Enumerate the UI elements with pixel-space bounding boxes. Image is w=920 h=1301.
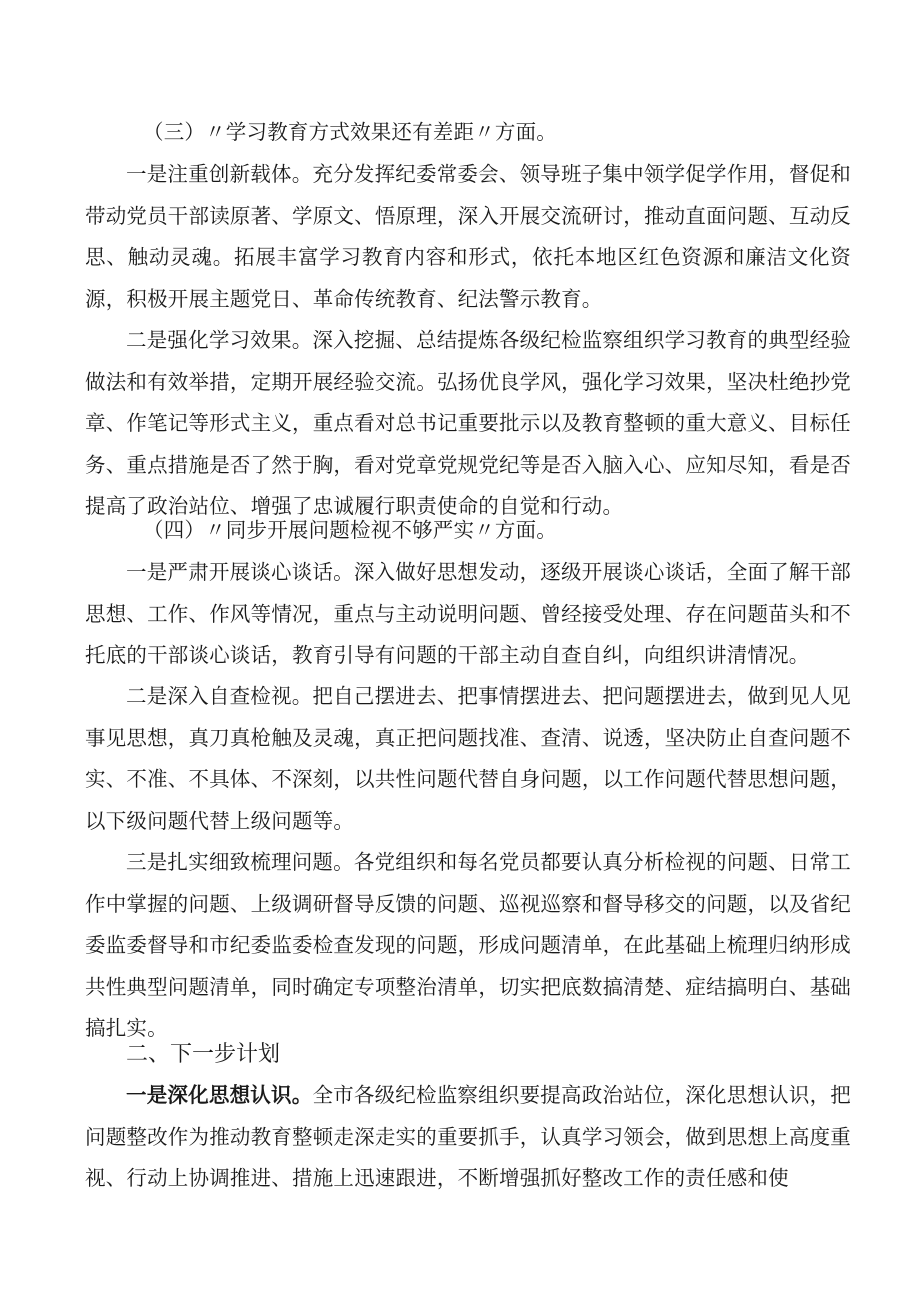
plan-item-1-body: 全市各级纪检监察组织要提高政治站位，深化思想认识，把问题整改作为推动教育整顿走深走实的重要抓手，认真学习领会，做到思想上高度重视、行动上协调推进、措施上迅速跟进，不断增强抓好整改工作的责任感和使 — [85, 1083, 851, 1190]
section-3-heading: （三）〃学习教育方式效果还有差距〃方面。 — [143, 120, 557, 144]
plan-item-1-lead: 一是深化思想认识。 — [126, 1083, 313, 1107]
plan-heading: 二、下一步计划 — [126, 1042, 281, 1067]
section-4-item-3: 三是扎实细致梳理问题。各党组织和每名党员都要认真分析检视的问题、日常工作中掌握的问题、上级调研督导反馈的问题、巡视巡察和督导移交的问题，以及省纪委监委督导和市纪委监委检查发现的问题，形成问题清单，在此基础上梳理归纳形成共性典型问题清单，同时确定专项整治清单，切实把底数搞清楚、症结搞明白、基础搞扎实。 — [85, 850, 851, 1040]
section-3-item-2: 二是强化学习效果。深入挖掘、总结提炼各级纪检监察组织学习教育的典型经验做法和有效举措，定期开展经验交流。弘扬优良学风，强化学习效果，坚决杜绝抄党章、作笔记等形式主义，重点看对总书记重要批示以及教育整顿的重大意义、目标任务、重点措施是否了然于胸，看对党章党规党纪等是否入脑入心、应知尽知，看是否提高了政治站位、增强了忠诚履行职责使命的自觉和行动。 — [85, 328, 851, 518]
plan-item-1 — [85, 1075, 851, 1200]
section-4-heading: （四）〃同步开展问题检视不够严实〃方面。 — [143, 518, 557, 542]
section-4-item-1: 一是严肃开展谈心谈话。深入做好思想发动，逐级开展谈心谈话，全面了解干部思想、工作、作风等情况，重点与主动说明问题、曾经接受处理、存在问题苗头和不托底的干部谈心谈话，教育引导有问题的干部主动自查自纠，向组织讲清情况。 — [85, 560, 851, 667]
section-3-item-1: 一是注重创新载体。充分发挥纪委常委会、领导班子集中领学促学作用，督促和带动党员干部读原著、学原文、悟原理，深入开展交流研讨，推动直面问题、互动反思、触动灵魂。拓展丰富学习教育内容和形式，依托本地区红色资源和廉洁文化资源，积极开展主题党日、革命传统教育、纪法警示教育。 — [85, 162, 851, 311]
section-4-item-2: 二是深入自查检视。把自己摆进去、把事情摆进去、把问题摆进去，做到见人见事见思想，真刀真枪触及灵魂，真正把问题找准、查清、说透，坚决防止自查问题不实、不准、不具体、不深刻，以共性问题代替自身问题，以工作问题代替思想问题，以下级问题代替上级问题等。 — [85, 684, 851, 833]
